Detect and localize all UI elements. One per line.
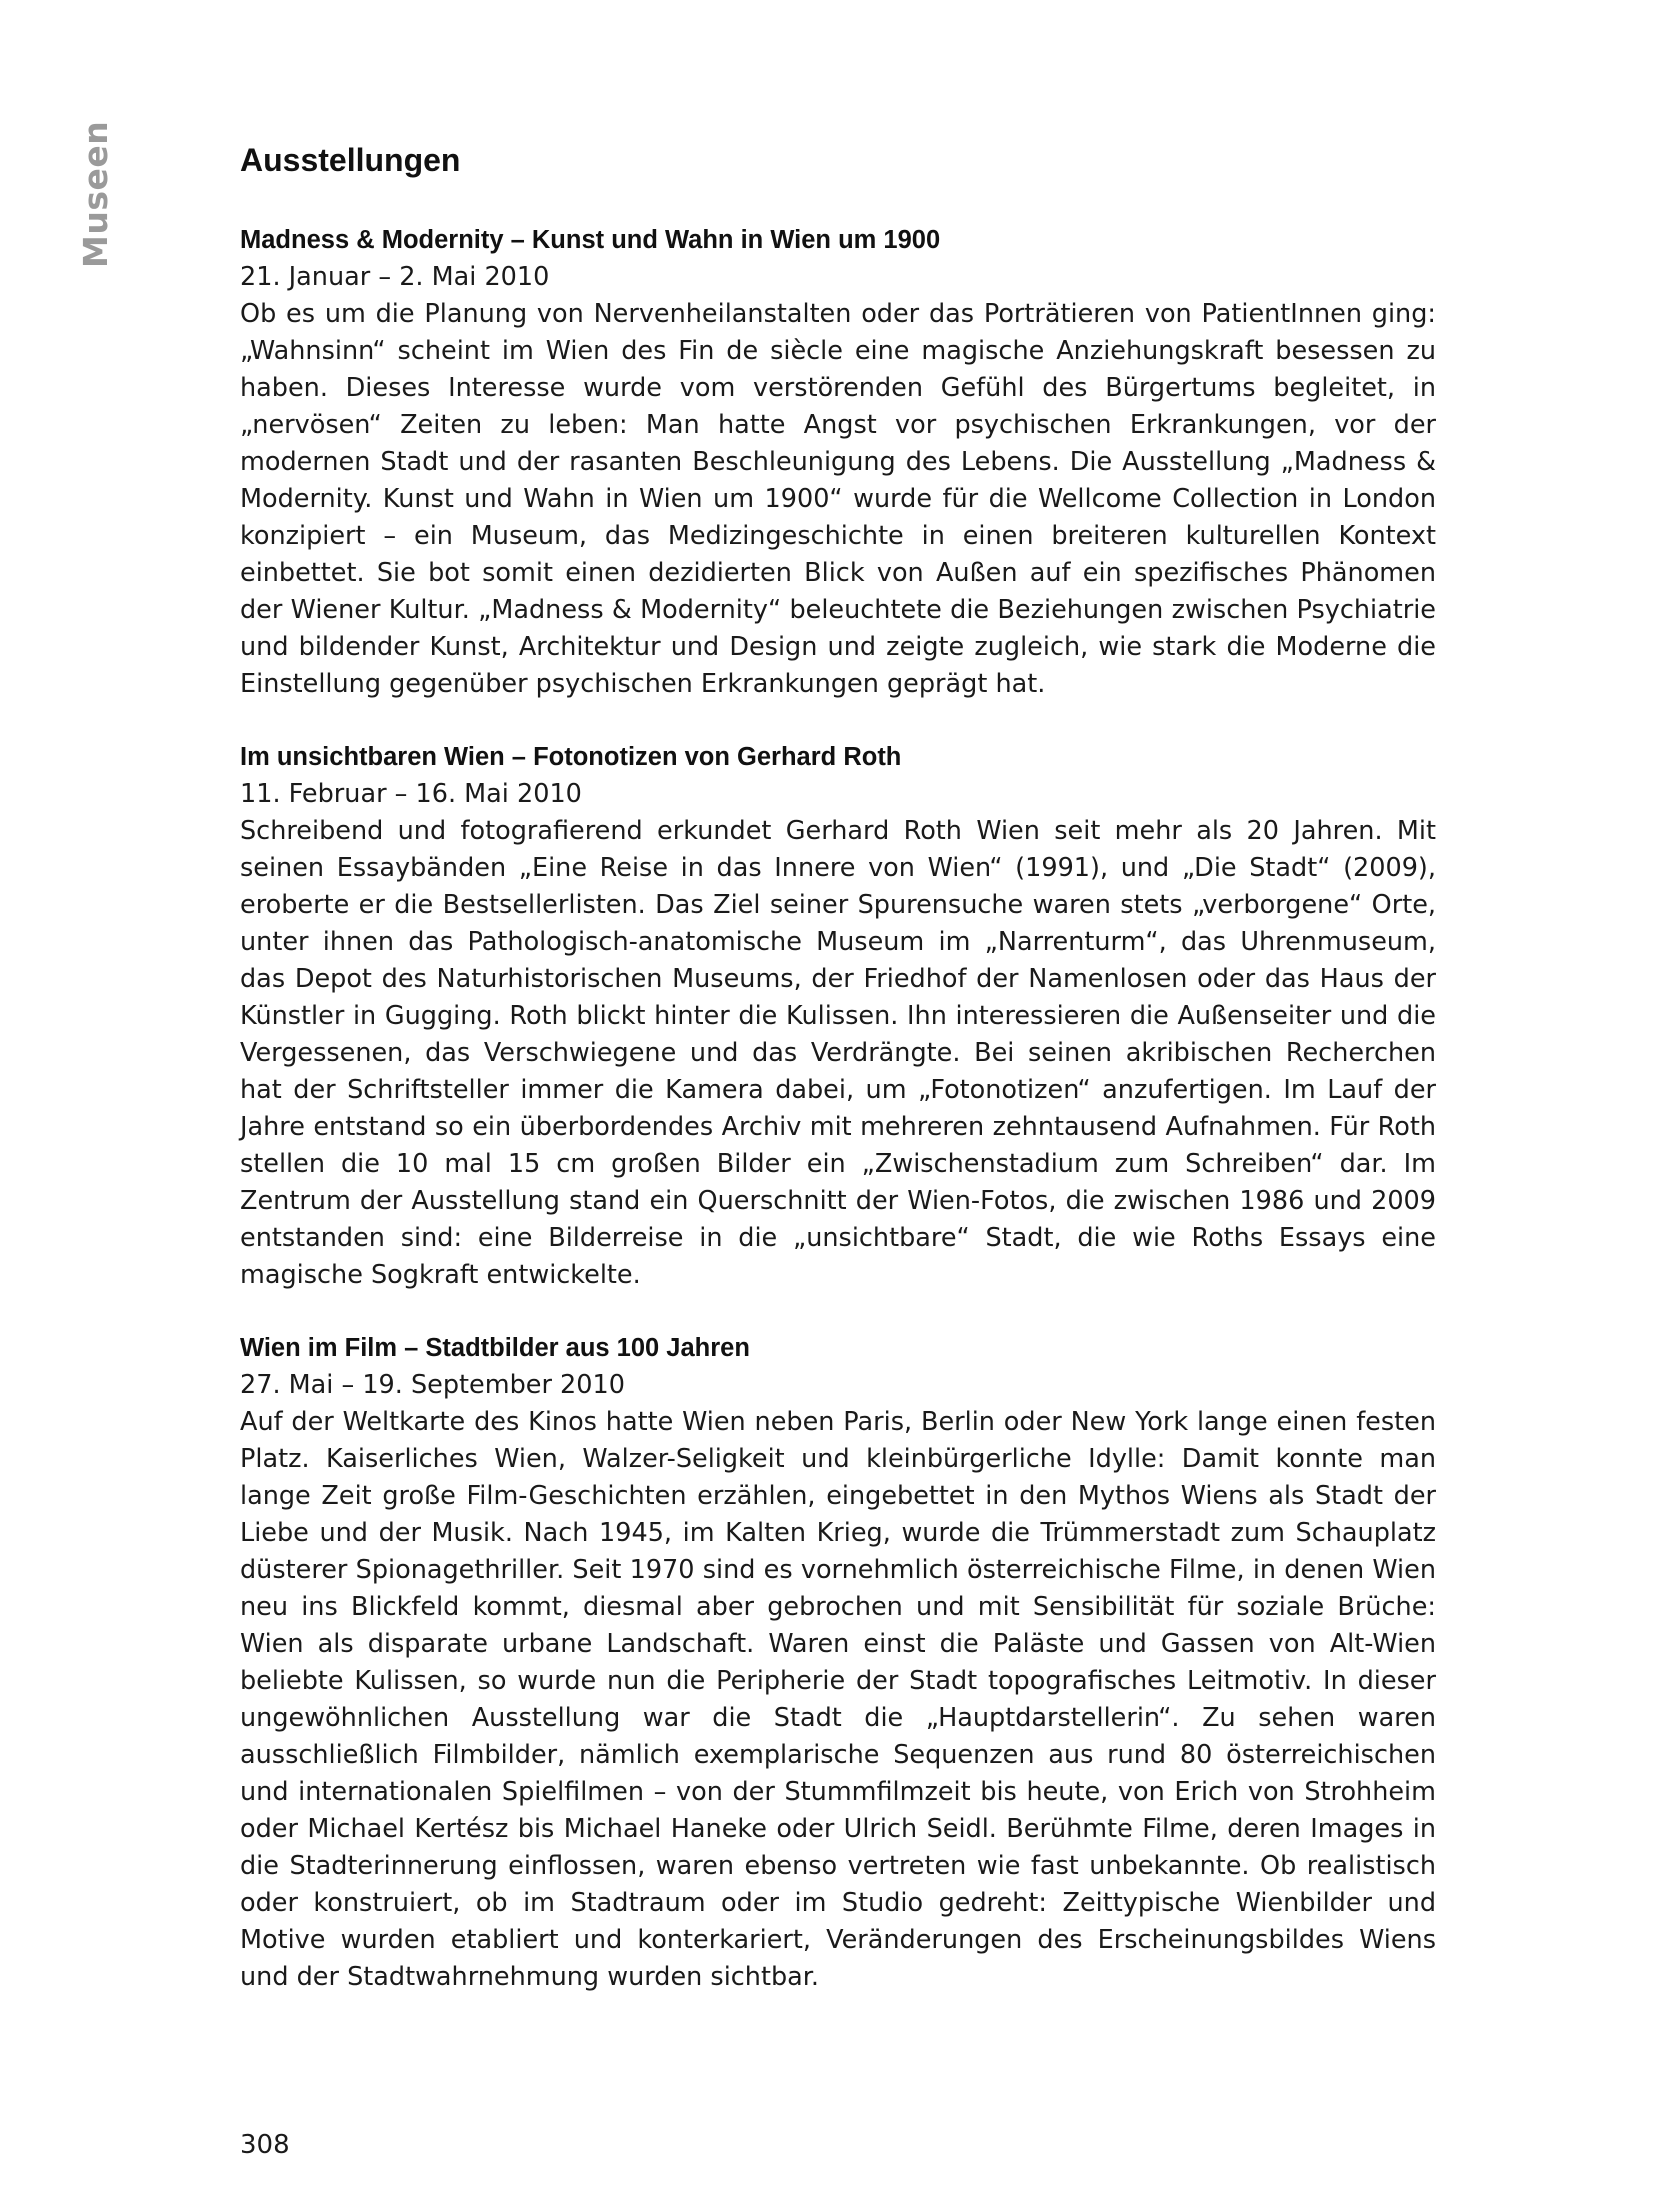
exhibition-description: Auf der Weltkarte des Kinos hatte Wien neben Paris, Berlin oder New York lange einen festen Platz. Kaiserliches Wien, Walzer-Seligkeit und kleinbürgerliche Idylle: Damit konnte man lange Zeit große Film-Geschichten erzählen, eingebettet in den Mythos Wiens als Stadt der Liebe und der Musik. Nach 1945, im Kalten Krieg, wurde die Trümmerstadt zum Schauplatz düsterer Spionagethriller. Seit 1970 sind es vornehmlich österreichische Filme, in denen Wien neu ins Blickfeld kommt, diesmal aber gebrochen und mit Sensibilität für soziale Brüche: Wien als disparate urbane Landschaft. Waren einst die Paläste und Gassen von Alt-Wien beliebte Kulissen, so wurde nun die Peripherie der Stadt topografisches Leitmotiv. In dieser ungewöhnlichen Ausstellung war die Stadt die „Hauptdarstellerin“. Zu sehen waren ausschließlich Filmbilder, nämlich exemplarische Sequenzen aus rund 80 österreichischen und internationalen Spielfilmen – von der Stummfilmzeit bis heute, von Erich von Strohheim oder Michael Kertész bis Michael Haneke oder Ulrich Seidl. Berühmte Filme, deren Images in die Stadterinnerung einflossen, waren ebenso vertreten wie fast unbekannte. Ob realistisch oder konstruiert, ob im Stadtraum oder im Studio gedreht: Zeittypische Wienbilder und Motive wurden etabliert und konterkariert, Veränderungen des Erscheinungsbildes Wiens und der Stadtwahrnehmung wurden sichtbar.	[240, 1407, 1436, 1992]
exhibition-description: Ob es um die Planung von Nervenheilanstalten oder das Porträtieren von PatientInnen ging: „Wahnsinn“ scheint im Wien des Fin de siècle eine magische Anziehungskraft besessen zu haben. Dieses Interesse wurde vom verstörenden Gefühl des Bürgertums begleitet, in „nervösen“ Zeiten zu leben: Man hatte Angst vor psychischen Erkrankungen, vor der modernen Stadt und der rasanten Beschleunigung des Lebens. Die Ausstellung „Madness & Modernity. Kunst und Wahn in Wien um 1900“ wurde für die Wellcome Collection in London konzipiert – ein Museum, das Medizingeschichte in einen breiteren kulturellen Kontext einbettet. Sie bot somit einen dezidierten Blick von Außen auf ein spezifisches Phänomen der Wiener Kultur. „Madness & Modernity“ beleuchtete die Beziehungen zwischen Psychiatrie und bildender Kunst, Architektur und Design und zeigte zugleich, wie stark die Moderne die Einstellung gegenüber psychischen Erkrankungen geprägt hat.	[240, 299, 1436, 699]
exhibition-title: Wien im Film – Stadtbilder aus 100 Jahren	[240, 1334, 750, 1362]
main-content	[240, 140, 1436, 2032]
exhibition-date: 27. Mai – 19. September 2010	[240, 1370, 625, 1400]
exhibition-description: Schreibend und fotografierend erkundet Gerhard Roth Wien seit mehr als 20 Jahren. Mit seinen Essaybänden „Eine Reise in das Innere von Wien“ (1991), und „Die Stadt“ (2009), eroberte er die Bestsellerlisten. Das Ziel seiner Spurensuche waren stets „verborgene“ Orte, unter ihnen das Pathologisch-anatomische Museum im „Narrenturm“, das Uhrenmuseum, das Depot des Naturhistorischen Museums, der Friedhof der Namenlosen oder das Haus der Künstler in Gugging. Roth blickt hinter die Kulissen. Ihn interessieren die Außenseiter und die Vergessenen, das Verschwiegene und das Verdrängte. Bei seinen akribischen Recherchen hat der Schriftsteller immer die Kamera dabei, um „Fotonotizen“ anzufertigen. Im Lauf der Jahre entstand so ein überbordendes Archiv mit mehreren zehntausend Aufnahmen. Für Roth stellen die 10 mal 15 cm großen Bilder ein „Zwischenstadium zum Schreiben“ dar. Im Zentrum der Ausstellung stand ein Querschnitt der Wien-Fotos, die zwischen 1986 und 2009 entstanden sind: eine Bilderreise in die „unsichtbare“ Stadt, die wie Roths Essays eine magische Sogkraft entwickelte.	[240, 816, 1436, 1290]
exhibition-unsichtbares-wien	[240, 739, 1436, 1294]
exhibition-title: Im unsichtbaren Wien – Fotonotizen von Gerhard Roth	[240, 743, 902, 771]
exhibition-wien-im-film	[240, 1330, 1436, 1996]
exhibition-date: 21. Januar – 2. Mai 2010	[240, 262, 550, 292]
exhibition-date: 11. Februar – 16. Mai 2010	[240, 779, 582, 809]
exhibition-title: Madness & Modernity – Kunst und Wahn in Wien um 1900	[240, 226, 941, 254]
page-title: Ausstellungen	[240, 142, 461, 178]
section-side-label: Museen	[76, 120, 115, 268]
exhibition-madness-modernity	[240, 222, 1436, 703]
page-number: 308	[240, 2130, 290, 2160]
